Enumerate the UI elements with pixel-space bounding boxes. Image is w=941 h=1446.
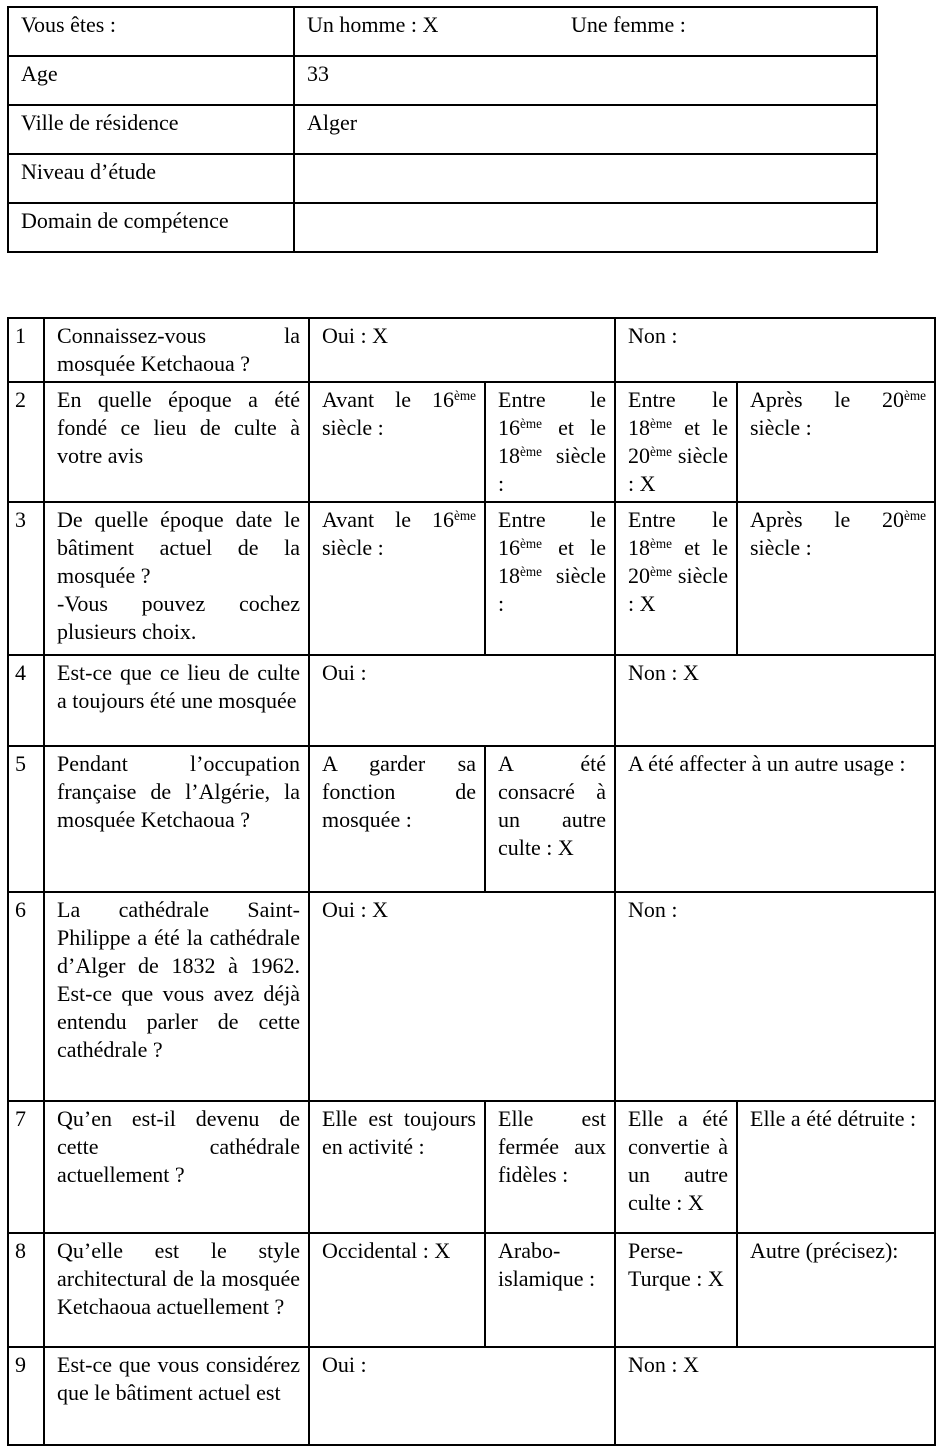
profile-row <box>8 203 877 252</box>
answer-option-cell: Non : X <box>615 1347 935 1445</box>
profile-label-cell: Niveau d’étude <box>8 154 294 203</box>
answer-option-cell: Arabo-islamique : <box>485 1233 615 1347</box>
answer-option-cell: Avant le 16ème siècle : <box>309 502 485 655</box>
question-text-cell <box>44 655 309 746</box>
answer-option-cell: Oui : X <box>309 892 615 1101</box>
answer-option-cell: Occidental : X <box>309 1233 485 1347</box>
profile-value-cell <box>294 154 877 203</box>
answer-option-cell: A garder sa fonction de mosquée : <box>309 746 485 892</box>
answer-option-cell: Elle est toujours en activité : <box>309 1101 485 1233</box>
question-text-line: Qu’elle est le style architectural de la mosquée Ketchaoua actuellement ? <box>57 1238 300 1319</box>
question-text-cell <box>44 1347 309 1445</box>
profile-label-cell: Vous êtes : <box>8 7 294 56</box>
question-text-cell <box>44 382 309 502</box>
profile-value-secondary: Une femme : <box>571 12 686 37</box>
profile-table-body <box>8 7 877 252</box>
answer-option-cell: Perse-Turque : X <box>615 1233 737 1347</box>
profile-value-cell <box>294 105 877 154</box>
question-number-cell: 6 <box>8 892 44 1101</box>
question-text-line: De quelle époque date le bâtiment actuel de la mosquée ? <box>57 507 300 588</box>
profile-value-cell <box>294 56 877 105</box>
answer-option-cell: Non : X <box>615 655 935 746</box>
question-row <box>8 1233 935 1347</box>
question-text-line: Pendant l’occupation française de l’Algérie, la mosquée Ketchaoua ? <box>57 751 300 832</box>
answer-option-cell: Après le 20ème siècle : <box>737 382 935 502</box>
question-row <box>8 655 935 746</box>
question-text-cell <box>44 502 309 655</box>
answer-option-cell: Non : <box>615 318 935 382</box>
question-row <box>8 502 935 655</box>
question-text-line: En quelle époque a été fondé ce lieu de culte à votre avis <box>57 387 300 468</box>
answer-option-cell: Elle a été convertie à un autre culte : X <box>615 1101 737 1233</box>
profile-label-cell: Age <box>8 56 294 105</box>
question-number-cell: 7 <box>8 1101 44 1233</box>
answer-option-cell: Elle a été détruite : <box>737 1101 935 1233</box>
answer-option-cell: Entre le 16ème et le 18ème siècle : <box>485 382 615 502</box>
question-text-cell <box>44 1233 309 1347</box>
question-number-cell: 1 <box>8 318 44 382</box>
answer-option-cell: Autre (précisez): <box>737 1233 935 1347</box>
profile-row <box>8 105 877 154</box>
answer-option-cell: Non : <box>615 892 935 1101</box>
answer-option-cell: Entre le 18ème et le 20ème siècle : X <box>615 382 737 502</box>
profile-row <box>8 56 877 105</box>
question-text-cell <box>44 892 309 1101</box>
question-text-line: Connaissez-vous la mosquée Ketchaoua ? <box>57 323 300 376</box>
questionnaire-table <box>7 317 936 1446</box>
profile-value-cell <box>294 7 877 56</box>
question-number-cell: 9 <box>8 1347 44 1445</box>
question-number-cell: 8 <box>8 1233 44 1347</box>
profile-value: 33 <box>307 61 329 86</box>
question-number-cell: 2 <box>8 382 44 502</box>
question-number-cell: 5 <box>8 746 44 892</box>
answer-option-cell: A été affecter à un autre usage : <box>615 746 935 892</box>
question-number-cell: 3 <box>8 502 44 655</box>
profile-value: Un homme : X <box>307 12 439 37</box>
question-row <box>8 1101 935 1233</box>
profile-table <box>7 6 878 253</box>
question-row <box>8 746 935 892</box>
question-text-line: Est-ce que vous considérez que le bâtiment actuel est <box>57 1352 300 1405</box>
question-text-cell <box>44 1101 309 1233</box>
question-text-line: -Vous pouvez cochez plusieurs choix. <box>57 591 300 644</box>
profile-row <box>8 7 877 56</box>
answer-option-cell: Oui : <box>309 655 615 746</box>
question-number-cell: 4 <box>8 655 44 746</box>
question-text-line: La cathédrale Saint-Philippe a été la cathédrale d’Alger de 1832 à 1962. Est-ce que vous avez déjà entendu parler de cette cathédrale ? <box>57 897 300 1062</box>
profile-label-cell: Domain de compétence <box>8 203 294 252</box>
profile-label-cell: Ville de résidence <box>8 105 294 154</box>
answer-option-cell: Entre le 16ème et le 18ème siècle : <box>485 502 615 655</box>
answer-option-cell: A été consacré à un autre culte : X <box>485 746 615 892</box>
answer-option-cell: Oui : X <box>309 318 615 382</box>
question-text-cell <box>44 318 309 382</box>
questionnaire-table-body <box>8 318 935 1445</box>
question-row <box>8 382 935 502</box>
answer-option-cell: Oui : <box>309 1347 615 1445</box>
question-row <box>8 318 935 382</box>
answer-option-cell: Avant le 16ème siècle : <box>309 382 485 502</box>
profile-value: Alger <box>307 110 358 135</box>
question-text-line: Qu’en est-il devenu de cette cathédrale actuellement ? <box>57 1106 300 1187</box>
profile-row <box>8 154 877 203</box>
question-row <box>8 1347 935 1445</box>
question-row <box>8 892 935 1101</box>
answer-option-cell: Elle est fermée aux fidèles : <box>485 1101 615 1233</box>
profile-value-cell <box>294 203 877 252</box>
question-text-cell <box>44 746 309 892</box>
question-text-line: Est-ce que ce lieu de culte a toujours été une mosquée <box>57 660 300 713</box>
answer-option-cell: Après le 20ème siècle : <box>737 502 935 655</box>
answer-option-cell: Entre le 18ème et le 20ème siècle : X <box>615 502 737 655</box>
